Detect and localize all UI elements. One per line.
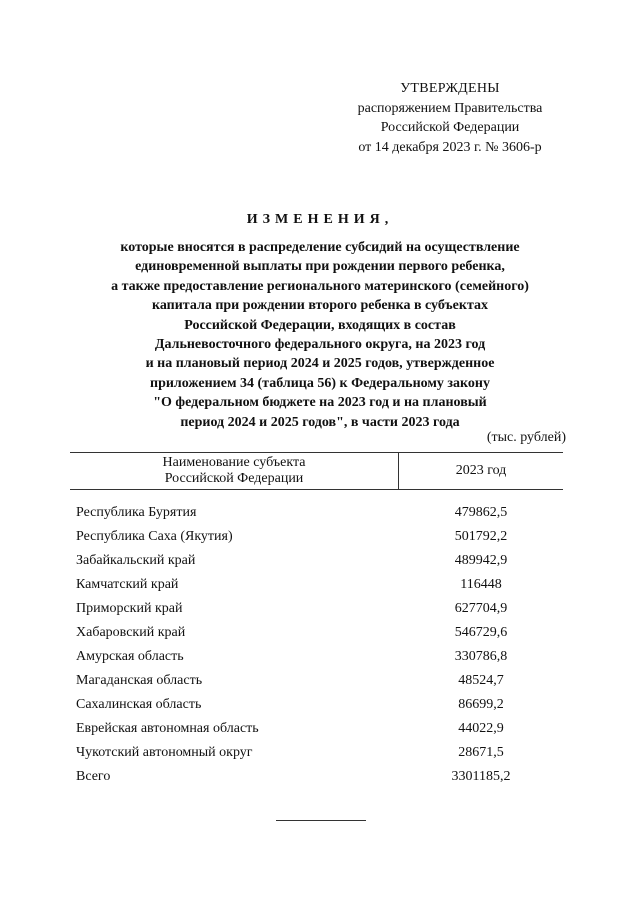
table-row <box>70 745 563 769</box>
region-name: Приморский край <box>76 601 183 616</box>
header-region-line: Наименование субъекта <box>162 455 306 470</box>
table-row <box>70 625 563 649</box>
document-description <box>70 238 570 432</box>
table-row <box>70 697 563 721</box>
region-value: 501792,2 <box>454 529 508 544</box>
region-value: 546729,6 <box>454 625 508 640</box>
description-line: единовременной выплаты при рождении первого ребенка, <box>135 259 505 275</box>
region-name: Республика Саха (Якутия) <box>76 529 233 544</box>
total-row <box>70 769 563 793</box>
region-name: Забайкальский край <box>76 553 196 568</box>
region-name: Республика Бурятия <box>76 505 197 520</box>
region-value: 28671,5 <box>458 745 504 760</box>
table-row <box>70 553 563 577</box>
region-name: Амурская область <box>76 649 184 664</box>
approval-block <box>340 79 560 157</box>
subsidy-table <box>70 452 563 784</box>
region-value: 86699,2 <box>458 697 504 712</box>
description-line: капитала при рождении второго ребенка в субъектах <box>151 298 489 314</box>
approval-line: распоряжением Правительства <box>357 100 543 116</box>
table-row <box>70 505 563 529</box>
unit-label: (тыс. рублей) <box>486 430 566 445</box>
region-value: 479862,5 <box>454 505 508 520</box>
description-line: которые вносятся в распределение субсидий на осуществление <box>120 240 520 255</box>
approval-date: от 14 декабря 2023 г. № 3606-р <box>358 139 542 155</box>
approval-heading: УТВЕРЖДЕНЫ <box>400 81 500 96</box>
table-row <box>70 601 563 625</box>
description-line: а также предоставление регионального материнского (семейного) <box>111 278 529 294</box>
region-value: 627704,9 <box>454 601 508 616</box>
description-line: Дальневосточного федерального округа, на 2023 год <box>154 337 486 353</box>
total-value: 3301185,2 <box>451 769 511 784</box>
header-region-line: Российской Федерации <box>164 471 304 486</box>
closing-divider <box>276 820 366 821</box>
description-line: Российской Федерации, входящих в состав <box>184 317 456 333</box>
region-name: Камчатский край <box>76 577 179 592</box>
table-header <box>70 452 563 490</box>
total-label: Всего <box>76 769 111 784</box>
table-row <box>70 721 563 745</box>
region-value: 44022,9 <box>458 721 504 736</box>
table-row <box>70 529 563 553</box>
header-region <box>70 455 398 487</box>
table-row <box>70 673 563 697</box>
region-name: Еврейская автономная область <box>76 721 259 736</box>
region-name: Хабаровский край <box>76 625 186 640</box>
region-value: 330786,8 <box>454 649 508 664</box>
description-line: приложением 34 (таблица 56) к Федеральному закону <box>150 375 490 391</box>
description-line: период 2024 и 2025 годов", в части 2023 года <box>180 414 460 430</box>
approval-line: Российской Федерации <box>380 120 520 135</box>
table-row <box>70 577 563 601</box>
table-row <box>70 649 563 673</box>
region-value: 116448 <box>460 577 502 592</box>
region-value: 489942,9 <box>454 553 508 568</box>
document-title: ИЗМЕНЕНИЯ, <box>246 212 394 227</box>
region-name: Сахалинская область <box>76 697 202 712</box>
table-body <box>70 505 563 793</box>
region-value: 48524,7 <box>458 673 504 688</box>
region-name: Магаданская область <box>76 673 203 688</box>
region-name: Чукотский автономный округ <box>76 745 253 760</box>
description-line: и на плановый период 2024 и 2025 годов, утвержденное <box>145 356 495 372</box>
header-year: 2023 год <box>455 463 507 478</box>
description-line: "О федеральном бюджете на 2023 год и на плановый <box>153 395 487 411</box>
